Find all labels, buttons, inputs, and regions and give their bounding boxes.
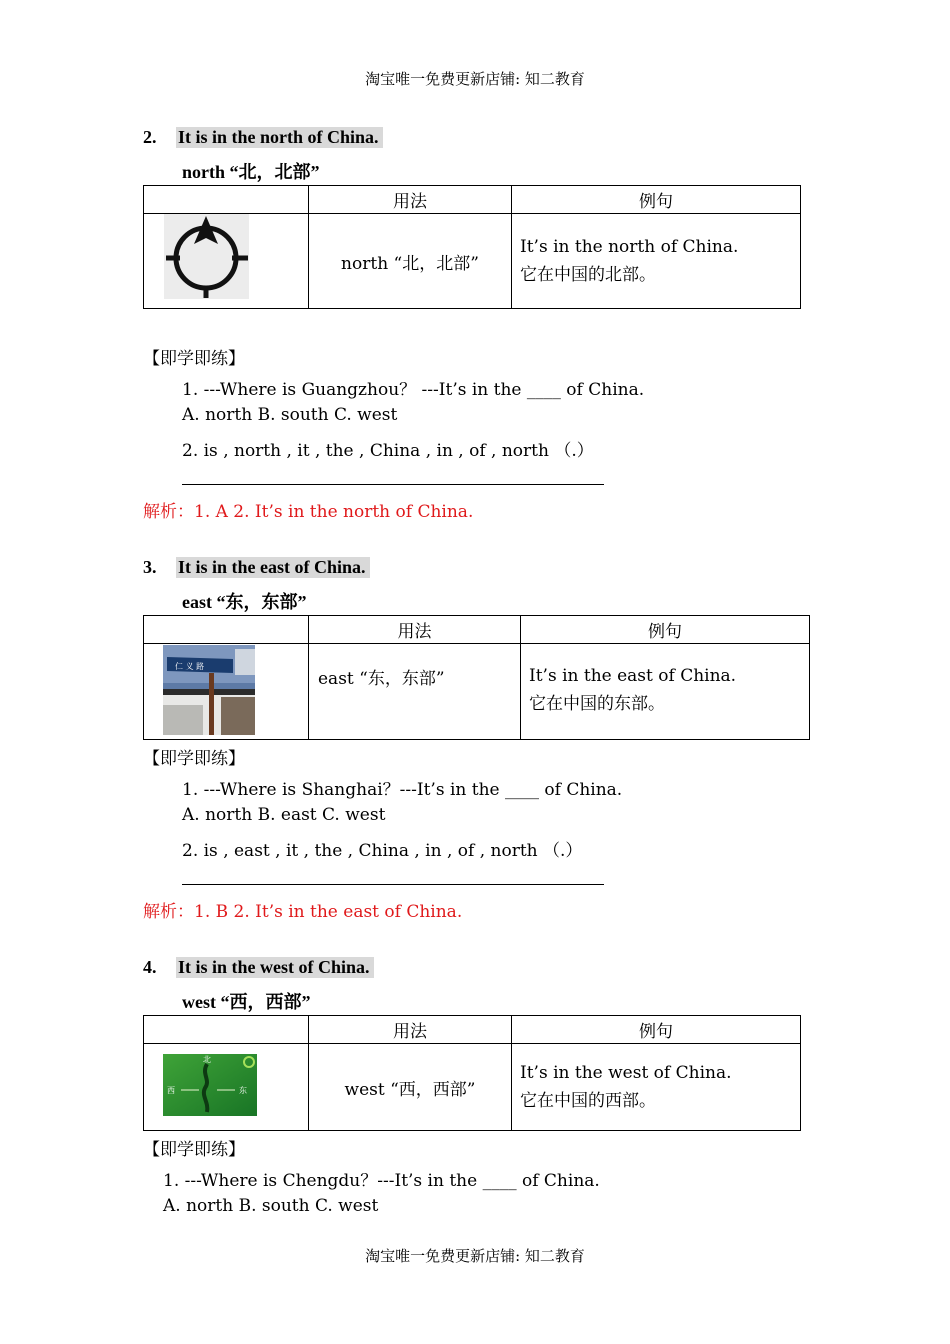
practice-label: 【即学即练】 [143, 1140, 245, 1160]
answer-blank-line [182, 484, 604, 485]
practice-options-1: A. north B. south C. west [163, 1196, 379, 1216]
table-header-empty [144, 616, 309, 644]
practice-question-1: 1. ---Where is Guangzhou？ ---It’s in the ____ of China. [182, 380, 645, 400]
example-cell [521, 644, 810, 740]
compass-north-icon [164, 214, 249, 299]
answer-explanation: 解析：1. B 2. It’s in the east of China. [143, 902, 463, 922]
example-chinese: 它在中国的东部。 [529, 694, 665, 714]
practice-label: 【即学即练】 [143, 349, 245, 369]
table-header-usage: 用法 [309, 186, 512, 214]
vocab-word: north “北，北部” [182, 162, 320, 182]
practice-question-1: 1. ---Where is Chengdu？---It’s in the ____ of China. [163, 1171, 600, 1191]
practice-question-2: 2. is , east , it , the , China , in , of , north （.） [182, 841, 583, 861]
map-label-north: 北 [203, 1055, 211, 1064]
compass-map-photo [163, 1054, 257, 1116]
table-header-empty [144, 1016, 309, 1044]
section-number: 4. [143, 957, 157, 977]
usage-cell [309, 644, 521, 740]
section-title: It is in the north of China. [176, 127, 383, 148]
table-header-usage: 用法 [309, 1016, 512, 1044]
example-english: It’s in the east of China. [529, 666, 737, 686]
usage-text: east “东，东部” [318, 669, 445, 689]
page-header: 淘宝唯一免费更新店铺: 知二教育 [365, 70, 585, 88]
example-chinese: 它在中国的北部。 [520, 265, 656, 285]
street-sign-photo [163, 645, 255, 735]
example-english: It’s in the west of China. [520, 1063, 732, 1083]
practice-options-1: A. north B. east C. west [182, 805, 386, 825]
answer-blank-line [182, 884, 604, 885]
page-footer: 淘宝唯一免费更新店铺: 知二教育 [365, 1247, 585, 1265]
usage-cell [309, 214, 512, 309]
practice-options-1: A. north B. south C. west [182, 405, 398, 425]
table-header-example: 例句 [512, 186, 801, 214]
map-label-west: 西 [167, 1086, 175, 1095]
section-number: 2. [143, 127, 157, 147]
example-english: It’s in the north of China. [520, 237, 739, 257]
vocab-word: east “东，东部” [182, 592, 307, 612]
example-cell [512, 1044, 801, 1131]
map-label-east: 东 [239, 1086, 247, 1095]
example-cell [512, 214, 801, 309]
section-title: It is in the west of China. [176, 957, 374, 978]
section-title: It is in the east of China. [176, 557, 370, 578]
answer-explanation: 解析：1. A 2. It’s in the north of China. [143, 502, 474, 522]
practice-question-2: 2. is , north , it , the , China , in , of , north （.） [182, 441, 594, 461]
section-number: 3. [143, 557, 157, 577]
practice-question-1: 1. ---Where is Shanghai？---It’s in the ____ of China. [182, 780, 623, 800]
usage-cell [309, 1044, 512, 1131]
usage-text: north “北，北部” [341, 253, 479, 274]
table-header-example: 例句 [512, 1016, 801, 1044]
vocab-word: west “西，西部” [182, 992, 311, 1012]
usage-text: west “西，西部” [344, 1079, 476, 1100]
table-header-example: 例句 [521, 616, 810, 644]
practice-label: 【即学即练】 [143, 749, 245, 769]
example-chinese: 它在中国的西部。 [520, 1091, 656, 1111]
street-sign-text: 仁 义 路 [175, 662, 205, 671]
table-header-usage: 用法 [309, 616, 521, 644]
table-header-empty [144, 186, 309, 214]
